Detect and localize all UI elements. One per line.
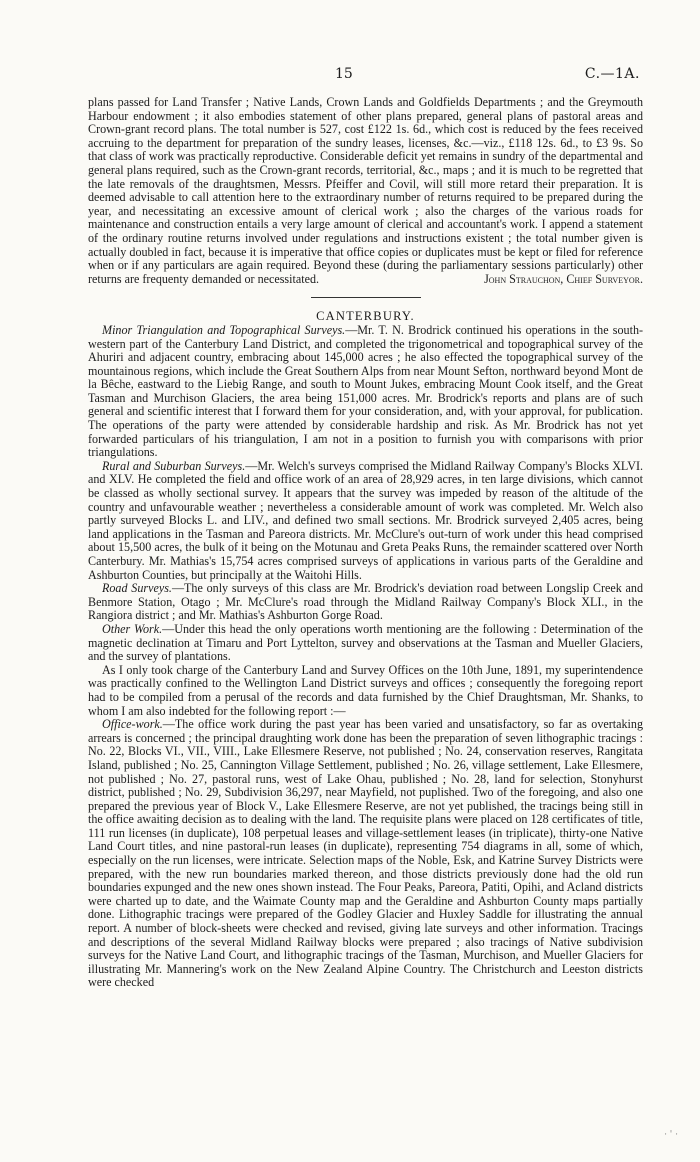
paragraph-text: —The office work during the past year has been varied and unsatisfactory, so far as overtaking arrears is concerned ; the principal draughting work done has been the preparation of seven lithographic tracings : No. 22, Blocks VI., VII., VIII., Lake Ellesmere Reserve, not published ; No. 24, conservation reserves, Rangitata Island, published ; No. 25, Cannington Village Settlement, published ; No. 26, village settlement, Lake Ellesmere, not published ; No. 27, pastoral runs, west of Lake Ohau, published ; No. 28, land for selection, Stonyhurst district, published ; No. 29, Subdivision 36,297, near Mayfield, not puplished. Two of the foregoing, and also one prepared the previous year of Block V., Lake Ellesmere Reserve, are not yet published, the tracings being still in the office awaiting decision as to dealing with the land. The requisite plans were placed on 128 certificates of title, 111 run licenses (in duplicate), 108 perpetual leases and village-settlement leases (in triplicate), thirty-one Native Land Court titles, and nine pastoral-run leases (in duplicate), representing 754 diagrams in all, some of which, especially on the run licenses, were intricate. Selection maps of the Noble, Esk, and Katrine Survey Districts were prepared, with the new run boundaries marked thereon, and those districts previously done had the old run boundaries expunged and the new ones shown instead. The Four Peaks, Pareora, Patiti, Opihi, and Acland districts were charted up to date, and the Waimate County map and the Geraldine and Ashburton County maps partially done. Lithographic tracings were prepared of the Godley Glacier and Huxley Saddle for illustrating the annual report. A number of block-sheets were checked and revised, giving late surveys and other information. Tracings and descriptions of the several Midland Railway blocks were prepared ; also tracings of Native subdivision surveys for the Native Land Court, and lithographic tracings of the Tasman, Murchison, and Mueller Glaciers for illustrating Mr. Mannering's work on the New Zealand Alpine Country. The Christchurch and Leeston districts were checked [88, 717, 643, 990]
corner-mark: · ' · [664, 1130, 678, 1140]
paragraph-text: As I only took charge of the Canterbury Land and Survey Offices on the 10th June, 1891, my superintendence was practically confined to the Wellington Land District surveys and offices ; consequently the foregoing report had to be compiled from a perusal of the records and data furnished by the Chief Draughtsman, Mr. Shanks, to whom I am also indebted for the following report :— [88, 662, 643, 718]
paragraph-lead: Minor Triangulation and Topographical Surveys. [102, 322, 346, 337]
signature-text: John Strauchon, Chief Surveyor. [484, 271, 643, 286]
page-number: 15 [335, 66, 353, 82]
document-reference: C.—1A. [584, 66, 640, 82]
paragraph-text: —Mr. T. N. Brodrick continued his operations in the south-western part of the Canterbury Land District, and completed the trigonometrical and topographical survey of the Ahuriri and adjacent country, embracing about 145,000 acres ; he also effected the topographical survey of the mountainous regions, which include the Great Southern Alps from near Mount Sefton, northward beyond Mont de la Bêche, eastward to the Liebig Range, and south to Mount Jukes, embracing Mount Cook itself, and the Great Tasman and Murchison Glaciers, the area being 151,000 acres. Mr. Brodrick's reports and plans are of such general and scientific interest that I forward them for your consideration, and, with your approval, for publication. The operations of the party were attended by considerable hardship and risk. As Mr. Brodrick has not yet forwarded particulars of his triangulation, I am not in a position to furnish you with comparisons with prior triangulations. [88, 322, 644, 460]
paragraph-office-work [88, 718, 643, 990]
report-body [88, 96, 643, 990]
paragraph-rural-surveys [88, 460, 643, 582]
paragraph-lead: Office-work. [102, 717, 163, 732]
paragraph-minor-triangulation [88, 324, 643, 460]
paragraph-text: —Mr. Welch's surveys comprised the Midland Railway Company's Blocks XLVI. and XLV. He completed the field and office work of an area of 28,929 acres, in ten large divisions, which cannot be classed as wholly sectional survey. It appears that the survey was impeded by reason of the altitude of the country and unfavourable weather ; nevertheless a considerable amount of work was completed. Mr. Welch also partly surveyed Blocks L. and LIV., and defined two small sections. Mr. Brodrick surveyed 2,405 acres, being land applications in the Tasman and Pareora districts. Mr. McClure's out-turn of work under this head comprised about 15,500 acres, the bulk of it being on the Motunau and Greta Peaks Runs, the remainder scattered over North Canterbury. Mr. Mathias's 15,754 acres comprised surveys of applications in various parts of the Geraldine and Ashburton Counties, but principally at the Waitohi Hills. [88, 458, 643, 582]
paragraph-text: —The only surveys of this class are Mr. Brodrick's deviation road between Longslip Creek and Benmore Station, Otago ; Mr. McClure's road through the Midland Railway Company's Block XLI., in the Rangiora district ; and Mr. Mathias's Ashburton Gorge Road. [88, 581, 643, 623]
paragraph-lead: Rural and Suburban Surveys. [102, 458, 246, 473]
paragraph-text: —Under this head the only operations worth mentioning are the following : Determination of the magnetic declination at Timaru and Port Lyttelton, survey and observations at the Tasman and Mueller Glaciers, and the survey of plantations. [88, 621, 643, 664]
paragraph-other-work [88, 623, 643, 664]
paragraph-charge-note [88, 664, 643, 718]
signature [484, 273, 643, 287]
intro-text: plans passed for Land Transfer ; Native Lands, Crown Lands and Goldfields Departments ; and the Greymouth Harbour endowment ; it also embodies statement of other plans prepared, general plans of pastoral areas and Crown-grant record plans. The total number is 527, cost £122 1s. 6d., which cost is reduced by the fees received accruing to the department for preparation of the sundry leases, licenses, &c.—viz., £118 12s. 6d., to £3 9s. So that class of work was practically reproductive. Considerable deficit yet remains in sundry of the departmental and general plans required, such as the Crown-grant records, territorial, &c., maps ; and it is much to be regretted that the late removals of the draughtsmen, Messrs. Pfeiffer and Covil, will still more retard their preparation. It is deemed advisable to call attention here to the extraordinary number of returns required to be prepared during the year, and necessitating an excessive amount of clerical work ; also the charges of the various roads for maintenance and construction entails a very large amount of clerical and accountant's work. I append a statement of the ordinary routine returns involved under regulations and instructions existent ; the total number given is actually doubled in fact, because it is imperative that office copies or duplicates must be kept or filed for reference when or if any particulars are again required. Beyond these (during the parliamentary sessions particularly) other returns are frequenty demanded or necessitated. [88, 95, 643, 286]
paragraph-road-surveys [88, 582, 643, 623]
page-header [0, 66, 700, 86]
section-divider [311, 297, 421, 298]
section-title: CANTERBURY. [316, 309, 415, 324]
paragraph-lead: Road Surveys. [102, 581, 172, 596]
paragraph-lead: Other Work. [102, 621, 163, 636]
intro-paragraph [88, 96, 643, 286]
